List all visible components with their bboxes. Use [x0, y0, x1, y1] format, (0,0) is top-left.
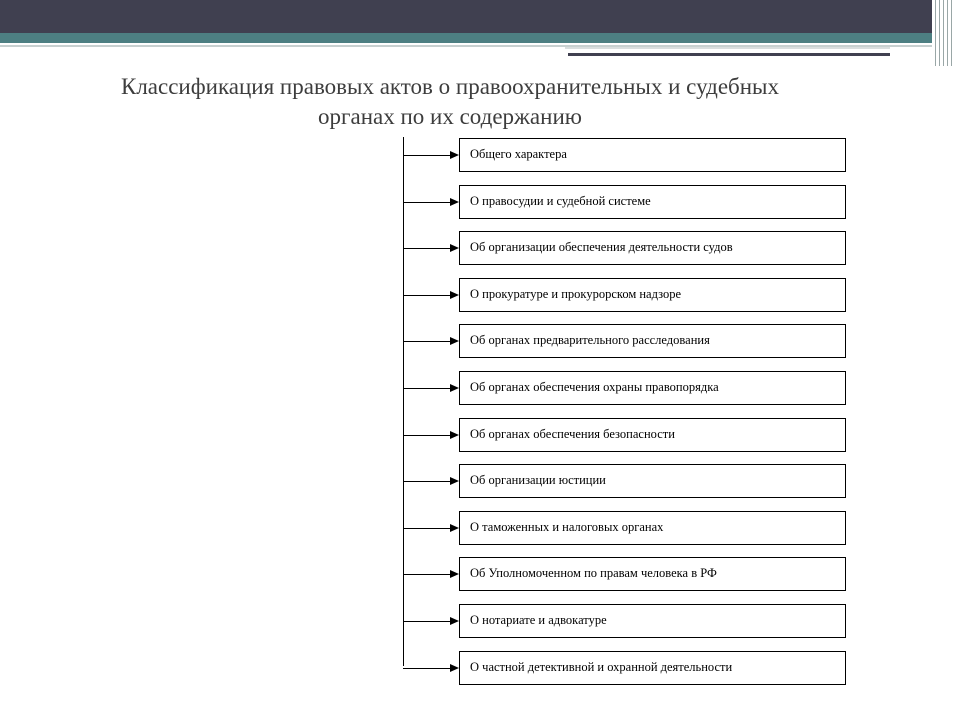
- slide-title: [40, 72, 860, 132]
- connector-branch: [403, 295, 453, 296]
- arrowhead: [450, 291, 459, 299]
- connector-branch: [403, 202, 453, 203]
- category-box: О нотариате и адвокатуре: [459, 604, 846, 638]
- category-box: О правосудии и судебной системе: [459, 185, 846, 219]
- connector-branch: [403, 621, 453, 622]
- header-band: [0, 0, 932, 33]
- category-box: Об органах предварительного расследования: [459, 324, 846, 358]
- connector-branch: [403, 155, 453, 156]
- arrowhead: [450, 151, 459, 159]
- connector-trunk: [403, 137, 404, 666]
- arrowhead: [450, 664, 459, 672]
- category-box: Общего характера: [459, 138, 846, 172]
- category-box: О прокуратуре и прокурорском надзоре: [459, 278, 846, 312]
- category-box: Об органах обеспечения безопасности: [459, 418, 846, 452]
- decor-line: [565, 47, 890, 49]
- arrowhead: [450, 570, 459, 578]
- category-box: Об организации обеспечения деятельности судов: [459, 231, 846, 265]
- arrowhead: [450, 384, 459, 392]
- connector-branch: [403, 388, 453, 389]
- title-line-1: Классификация правовых актов о правоохранительных и судебных: [120, 74, 779, 99]
- category-box: Об организации юстиции: [459, 464, 846, 498]
- accent-band: [0, 33, 932, 43]
- arrowhead: [450, 337, 459, 345]
- connector-branch: [403, 481, 453, 482]
- arrowhead: [450, 477, 459, 485]
- decor-right-lines: [932, 0, 960, 70]
- arrowhead: [450, 617, 459, 625]
- category-box: Об органах обеспечения охраны правопорядка: [459, 371, 846, 405]
- arrowhead: [450, 431, 459, 439]
- connector-branch: [403, 435, 453, 436]
- category-box: Об Уполномоченном по правам человека в РФ: [459, 557, 846, 591]
- title-line-2: органах по их содержанию: [318, 104, 582, 129]
- connector-branch: [403, 341, 453, 342]
- decor-line: [0, 45, 565, 47]
- connector-branch: [403, 574, 453, 575]
- arrowhead: [450, 198, 459, 206]
- connector-branch: [403, 248, 453, 249]
- arrowhead: [450, 524, 459, 532]
- category-box: О таможенных и налоговых органах: [459, 511, 846, 545]
- decor-underline: [568, 53, 890, 56]
- category-box: О частной детективной и охранной деятельности: [459, 651, 846, 685]
- connector-branch: [403, 528, 453, 529]
- connector-branch: [403, 668, 453, 669]
- arrowhead: [450, 244, 459, 252]
